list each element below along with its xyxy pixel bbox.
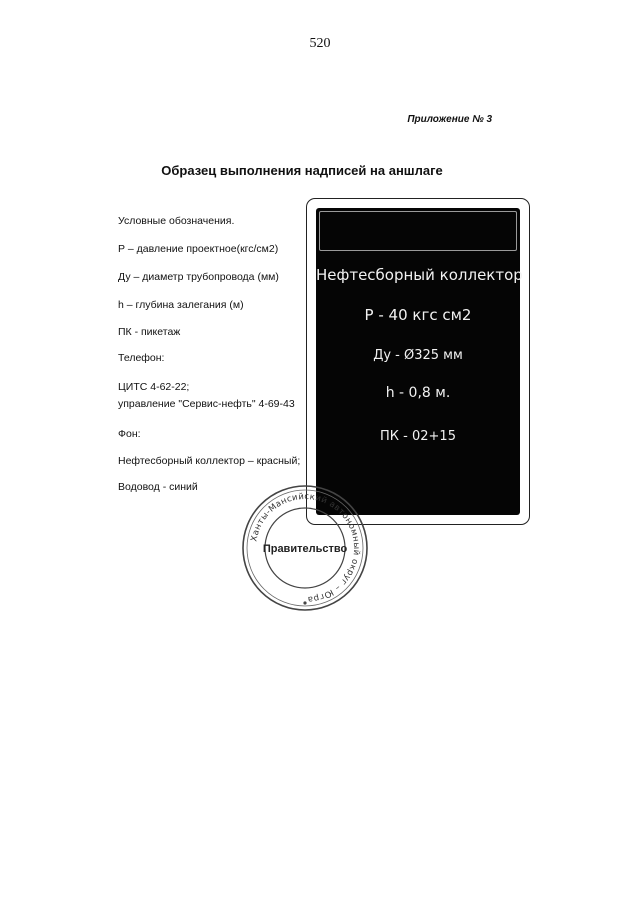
document-title: Образец выполнения надписей на аншлаге — [161, 163, 443, 178]
legend-background-label: Фон: — [118, 428, 141, 440]
seal-ring-text: Ханты-Мансийский автономный округ – Югра — [249, 491, 362, 605]
legend-phone-label: Телефон: — [118, 352, 165, 364]
official-seal — [240, 483, 370, 613]
legend-depth: h – глубина залегания (м) — [118, 299, 244, 311]
sign-depth: h - 0,8 м. — [385, 385, 451, 401]
sign-face — [316, 208, 523, 515]
legend-background-collector: Нефтесборный коллектор – красный; — [118, 455, 301, 467]
seal-graphic — [240, 483, 370, 613]
legend-picket: ПК - пикетаж — [118, 326, 181, 338]
sign-picket: ПК - 02+15 — [380, 429, 456, 444]
seal-center-text: Правительство — [262, 543, 348, 555]
page-number: 520 — [309, 36, 331, 51]
legend-phone-2: управление "Сервис-нефть" 4-69-43 — [118, 398, 295, 410]
sign-plate — [306, 198, 530, 525]
legend-heading: Условные обозначения. — [118, 215, 235, 227]
sign-diameter: Ду - Ø325 мм — [373, 348, 463, 363]
sign-top-field — [319, 211, 517, 251]
sign-name: Нефтесборный коллектор — [316, 266, 523, 284]
legend-diameter: Ду – диаметр трубопровода (мм) — [118, 271, 279, 283]
legend-phone-1: ЦИТС 4-62-22; — [118, 381, 190, 393]
legend-pressure: Р – давление проектное(кгс/см2) — [118, 243, 279, 255]
sign-pressure: Р - 40 кгс см2 — [364, 306, 472, 324]
appendix-label: Приложение № 3 — [407, 114, 492, 125]
legend-background-water: Водовод - синий — [118, 481, 198, 493]
